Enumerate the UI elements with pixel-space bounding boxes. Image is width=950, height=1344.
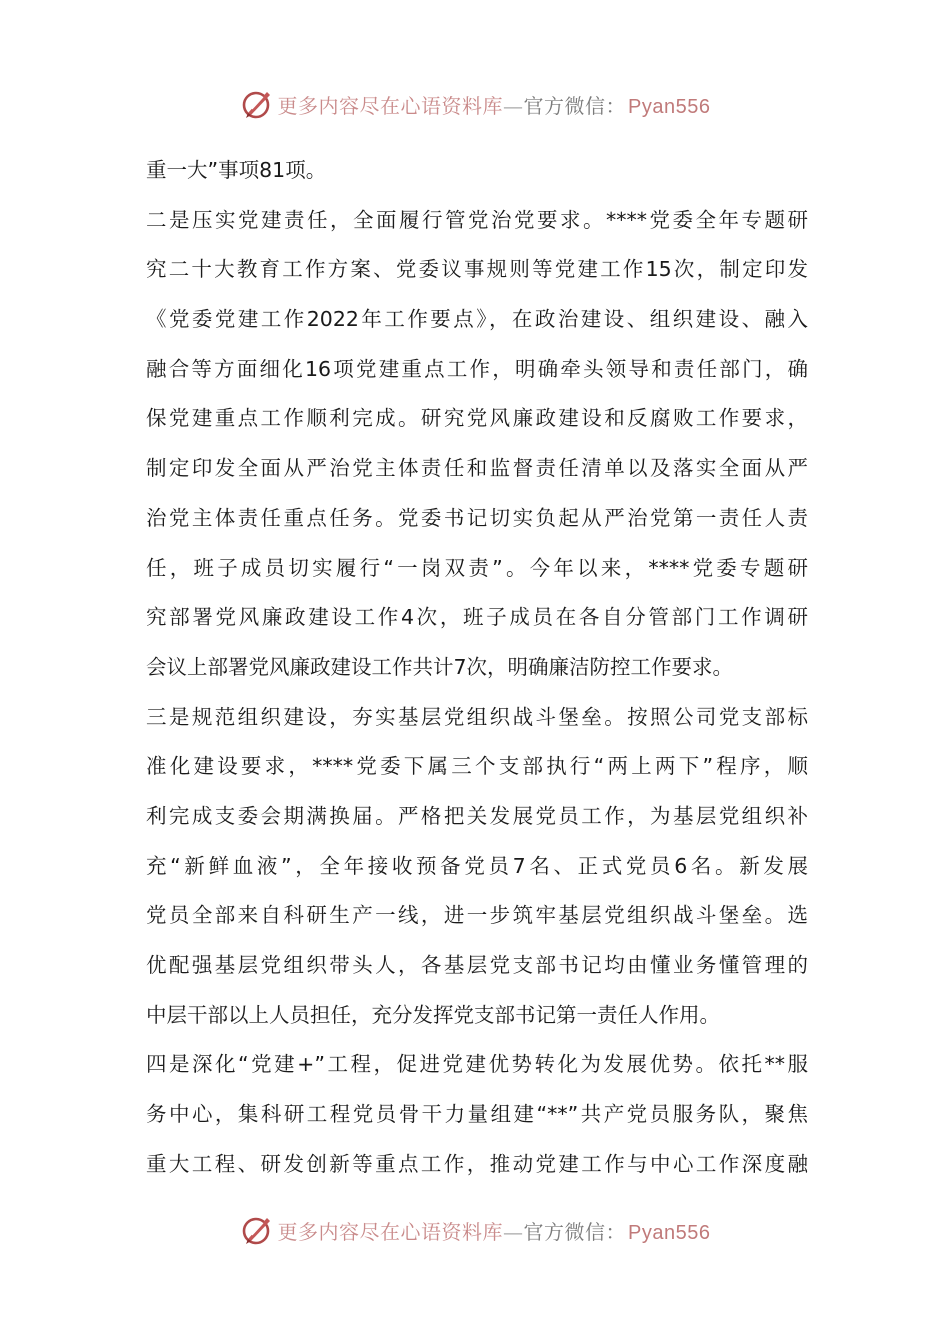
body-line: 治党主体责任重点任务。党委书记切实负起从严治党第一责任人责 bbox=[146, 505, 808, 530]
body-line: 三是规范组织建设，夯实基层党组织战斗堡垒。按照公司党支部标 bbox=[146, 704, 808, 729]
banner-wechat-id: Pyan556 bbox=[628, 95, 711, 118]
body-line: 中层干部以上人员担任，充分发挥党支部书记第一责任人作用。 bbox=[146, 1002, 720, 1027]
body-line: 重大工程、研发创新等重点工作，推动党建工作与中心工作深度融 bbox=[146, 1151, 808, 1176]
banner-text: 更多内容尽在心语资料库 bbox=[277, 1219, 504, 1244]
body-line: 保党建重点工作顺利完成。研究党风廉政建设和反腐败工作要求， bbox=[146, 406, 808, 431]
document-body bbox=[146, 146, 808, 1189]
banner-separator: — bbox=[503, 1219, 524, 1244]
body-line: 二是压实党建责任，全面履行管党治党要求。****党委全年专题研 bbox=[146, 207, 808, 232]
body-line: 利完成支委会期满换届。严格把关发展党员工作，为基层党组织补 bbox=[146, 803, 808, 828]
body-line: 充“新鲜血液”，全年接收预备党员7名、正式党员6名。新发展 bbox=[146, 853, 808, 878]
pen-logo-icon bbox=[240, 87, 274, 121]
body-line: 务中心，集科研工程党员骨干力量组建“**”共产党员服务队，聚焦 bbox=[146, 1102, 808, 1127]
banner-text: 更多内容尽在心语资料库 bbox=[277, 93, 504, 118]
body-line: 四是深化“党建+”工程，促进党建优势转化为发展优势。依托**服 bbox=[146, 1052, 808, 1077]
footer-banner bbox=[0, 1210, 950, 1250]
header-banner bbox=[0, 84, 950, 124]
body-line: 融合等方面细化16项党建重点工作，明确牵头领导和责任部门，确 bbox=[146, 356, 808, 381]
banner-wechat-label: 官方微信： bbox=[523, 93, 627, 118]
body-line: 究二十大教育工作方案、党委议事规则等党建工作15次，制定印发 bbox=[146, 257, 808, 282]
banner-separator: — bbox=[503, 93, 524, 118]
banner-wechat-id: Pyan556 bbox=[628, 1221, 711, 1244]
body-line: 重一大”事项81项。 bbox=[146, 158, 327, 182]
body-line: 制定印发全面从严治党主体责任和监督责任清单以及落实全面从严 bbox=[146, 456, 808, 481]
body-line: 准化建设要求，****党委下属三个支部执行“两上两下”程序，顺 bbox=[146, 754, 808, 779]
body-line: 究部署党风廉政建设工作4次，班子成员在各自分管部门工作调研 bbox=[146, 605, 808, 630]
body-line: 任，班子成员切实履行“一岗双责”。今年以来，****党委专题研 bbox=[146, 555, 808, 580]
body-line: 《党委党建工作2022年工作要点》，在政治建设、组织建设、融入 bbox=[146, 307, 808, 332]
body-line: 会议上部署党风廉政建设工作共计7次，明确廉洁防控工作要求。 bbox=[146, 654, 734, 679]
pen-logo-icon bbox=[240, 1213, 274, 1247]
body-line: 党员全部来自科研生产一线，进一步筑牢基层党组织战斗堡垒。选 bbox=[146, 903, 808, 928]
body-line: 优配强基层党组织带头人，各基层党支部书记均由懂业务懂管理的 bbox=[146, 953, 808, 977]
banner-wechat-label: 官方微信： bbox=[523, 1219, 627, 1244]
